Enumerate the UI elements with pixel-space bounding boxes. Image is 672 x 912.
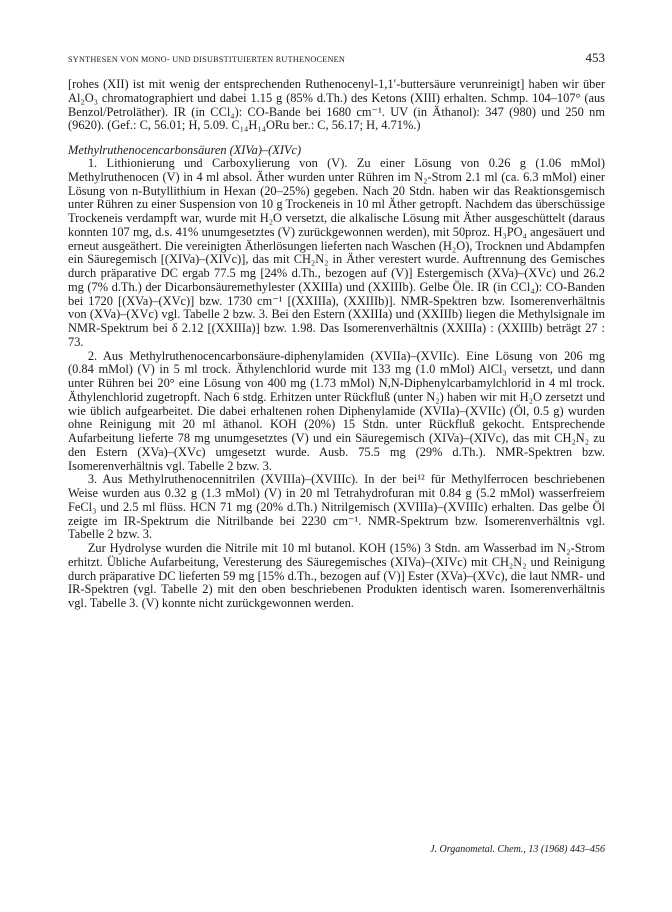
article-body: [68, 78, 605, 611]
journal-citation: J. Organometal. Chem., 13 (1968) 443–456: [430, 844, 605, 855]
paragraph-diphenylamides: 2. Aus Methylruthenocencarbonsäure-diphenylamiden (XVIIa)–(XVIIc). Eine Lösung von 206 mg (0.84 mMol) (V) in 5 ml trock. Äthylenchlorid wurde mit 133 mg (1.0 mMol) AlCl₃ versetzt, und dann unter Rühren bei 20° eine Lösung von 400 mg (1.73 mMol) N,N-Diphenylcarbamylchlorid in 4 ml trock. Äthylenchlorid zugetropft. Nach 6 stdg. Erhitzen unter Rückfluß (unter N₂) haben wir mit H₂O zersetzt und wie üblich aufgearbeitet. Die dabei erhaltenen rohen Diphenylamide (XVIIa)–(XVIIc) (Öl, 0.5 g) wurden ohne Reinigung mit 20 ml äthanol. KOH (20%) 15 Stdn. unter Rückfluß gekocht. Entsprechende Aufarbeitung lieferte 78 mg unumgesetztes (V) und ein Säuregemisch (XIVa)–(XIVc), das mit CH₂N₂ zu den Estern (XVa)–(XVc) umgesetzt wurde. Ausb. 75.5 mg (29% d.Th.). NMR-Spektren bzw. Isomerenverhältnis vgl. Tabelle 2 bzw. 3.: [68, 348, 605, 473]
paragraph-ketone-continuation: [rohes (XII) ist mit wenig der entsprechenden Ruthenocenyl-1,1′-buttersäure verunreinigt] haben wir über Al₂O₃ chromatographiert und dabei 1.15 g (85% d.Th.) des Ketons (XIII) erhalten. Schmp. 104–107° (aus Benzol/Petroläther). IR (in CCl₄): CO-Bande bei 1680 cm⁻¹. UV (in Äthanol): 347 (980) und 250 nm (9620). (Gef.: C, 56.01; H, 5.09. C₁₄H₁₄ORu ber.: C, 56.17; H, 4.71%.): [68, 77, 605, 133]
paragraph-nitriles: 3. Aus Methylruthenocennitrilen (XVIIIa)–(XVIIIc). In der bei¹² für Methylferrocen beschriebenen Weise wurden aus 0.32 g (1.3 mMol) (V) in 20 ml Tetrahydrofuran mit 0.84 g (5.2 mMol) wasserfreiem FeCl₃ und 2.5 ml flüss. HCN 71 mg (20% d.Th.) Nitrilgemisch (XVIIIa)–(XVIIIc) erhalten. Das gelbe Öl zeigte im IR-Spektrum die Nitrilbande bei 2230 cm⁻¹. NMR-Spektrum bzw. Isomerenverhältnis vgl. Tabelle 2 bzw. 3.: [68, 472, 605, 542]
paragraph-lithiation: 1. Lithionierung und Carboxylierung von (V). Zu einer Lösung von 0.26 g (1.06 mMol) Methylruthenocen (V) in 4 ml absol. Äther wurden unter Rühren im N₂-Strom 2.1 ml (ca. 6.3 mMol) einer Lösung von n-Butyllithium in Hexan (20–25%) gegeben. Nach 20 Stdn. haben wir das Reaktionsgemisch unter Rühren zu einer Suspension von 10 g Trockeneis in 10 ml Äther getropft. Nachdem das überschüssige Trockeneis verdampft war, wurde mit H₂O versetzt, die alkalische Lösung mit Äther ausgeschüttelt (daraus konnten 107 mg, d.s. 41% unumgesetztes (V) zurückgewonnen werden), mit 50proz. H₃PO₄ angesäuert und erneut ausgeäthert. Die vereinigten Ätherlösungen lieferten nach Waschen (H₂O), Trocknen und Abdampfen ein Säuregemisch [(XIVa)–(XIVc)], das mit CH₂N₂ in Äther verestert wurde. Auftrennung des Gemisches durch präparative DC ergab 77.5 mg [24% d.Th., bezogen auf (V)] Estergemisch (XVa)–(XVc) und 26.2 mg (7% d.Th.) der Dicarbonsäuremethylester (XXIIIa) und (XXIIIb). Gelbe Öle. IR (in CCl₄): CO-Banden bei 1720 [(XVa)–(XVc)] bzw. 1730 cm⁻¹ [(XXIIIa), (XXIIIb)]. NMR-Spektren bzw. Isomerenverhältnis von (XVa)–(XVc) vgl. Tabelle 2 bzw. 3. Bei den Estern (XXIIIa) und (XXIIIb) liegen die Methylsignale im NMR-Spektrum bei δ 2.12 [(XXIIIa)] bzw. 1.98. Das Isomerenverhältnis (XXIIIa) : (XXIIIb) beträgt 27 : 73.: [68, 156, 605, 349]
paragraph-hydrolysis: Zur Hydrolyse wurden die Nitrile mit 10 ml butanol. KOH (15%) 3 Stdn. am Wasserbad im N₂-Strom erhitzt. Übliche Aufarbeitung, Veresterung des Säuregemisches (XIVa)–(XIVc) mit CH₂N₂ und Reinigung durch präparative DC lieferten 59 mg [15% d.Th., bezogen auf (V)] Ester (XVa)–(XVc), die laut NMR- und IR-Spektren (vgl. Tabelle 2) mit den oben beschriebenen Produkten identisch waren. Isomerenverhältnis vgl. Tabelle 3. (V) konnte nicht zurückgewonnen werden.: [68, 541, 605, 610]
section-heading: Methylruthenocencarbonsäuren (XIVa)–(XIVc): [68, 143, 302, 157]
page-header: [68, 50, 605, 66]
running-title: SYNTHESEN VON MONO- UND DISUBSTITUIERTEN RUTHENOCENEN: [68, 55, 346, 64]
page-number: 453: [585, 50, 605, 65]
